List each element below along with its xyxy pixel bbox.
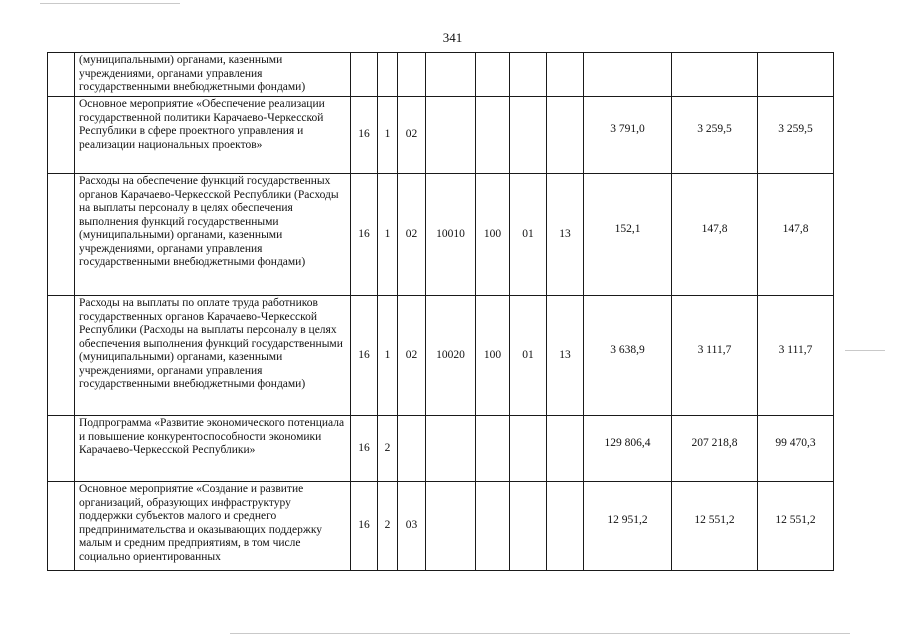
main-activity-code: 02: [398, 296, 426, 416]
scan-artifact-bottom: [230, 633, 850, 634]
amount-year-3: 147,8: [758, 174, 834, 296]
amount-year-1: 152,1: [584, 174, 672, 296]
main-activity-code: 02: [398, 174, 426, 296]
section-code: [510, 97, 547, 174]
subprogram-code: [378, 53, 398, 97]
amount-year-2: 3 259,5: [672, 97, 758, 174]
row-number-cell: [48, 53, 75, 97]
amount-year-1: 3 791,0: [584, 97, 672, 174]
budget-table: [47, 52, 834, 571]
expense-direction-code: 10020: [426, 296, 476, 416]
scan-artifact-right: [845, 350, 885, 351]
table-row: [48, 174, 834, 296]
expense-type-code: [476, 53, 510, 97]
amount-year-3: 12 551,2: [758, 482, 834, 571]
program-code: [351, 53, 378, 97]
amount-year-1: [584, 53, 672, 97]
amount-year-3: 3 259,5: [758, 97, 834, 174]
section-code: 01: [510, 174, 547, 296]
amount-year-2: [672, 53, 758, 97]
row-description: (муниципальными) органами, казенными учреждениями, органами управления государственными внебюджетными фондами): [75, 53, 351, 97]
section-code: [510, 482, 547, 571]
subsection-code: [547, 482, 584, 571]
main-activity-code: 03: [398, 482, 426, 571]
subprogram-code: 1: [378, 97, 398, 174]
main-activity-code: [398, 53, 426, 97]
amount-year-3: 3 111,7: [758, 296, 834, 416]
scan-artifact-top: [40, 3, 180, 4]
subprogram-code: 2: [378, 482, 398, 571]
row-number-cell: [48, 416, 75, 482]
main-activity-code: 02: [398, 97, 426, 174]
table-row: [48, 97, 834, 174]
expense-direction-code: 10010: [426, 174, 476, 296]
row-number-cell: [48, 97, 75, 174]
expense-direction-code: [426, 97, 476, 174]
main-activity-code: [398, 416, 426, 482]
amount-year-2: 147,8: [672, 174, 758, 296]
table-row: [48, 416, 834, 482]
amount-year-3: [758, 53, 834, 97]
row-description: Подпрограмма «Развитие экономического потенциала и повышение конкурентоспособности экономики Карачаево-Черкесской Республики»: [75, 416, 351, 482]
subprogram-code: 1: [378, 174, 398, 296]
row-number-cell: [48, 482, 75, 571]
expense-type-code: [476, 482, 510, 571]
page-number: 341: [442, 30, 463, 45]
amount-year-3: 99 470,3: [758, 416, 834, 482]
subsection-code: [547, 53, 584, 97]
section-code: 01: [510, 296, 547, 416]
subsection-code: 13: [547, 174, 584, 296]
expense-direction-code: [426, 482, 476, 571]
section-code: [510, 53, 547, 97]
program-code: 16: [351, 482, 378, 571]
amount-year-2: 207 218,8: [672, 416, 758, 482]
program-code: 16: [351, 296, 378, 416]
amount-year-1: 129 806,4: [584, 416, 672, 482]
subprogram-code: 1: [378, 296, 398, 416]
expense-direction-code: [426, 53, 476, 97]
amount-year-2: 3 111,7: [672, 296, 758, 416]
amount-year-1: 3 638,9: [584, 296, 672, 416]
amount-year-2: 12 551,2: [672, 482, 758, 571]
expense-type-code: 100: [476, 296, 510, 416]
section-code: [510, 416, 547, 482]
expense-type-code: [476, 416, 510, 482]
row-description: Расходы на выплаты по оплате труда работников государственных органов Карачаево-Черкесской Республики (Расходы на выплаты персоналу в целях обеспечения выполнения функций государственными (муниципальными) органами, казенными учреждениями, органами управления государственными внебюджетными фондами): [75, 296, 351, 416]
subsection-code: [547, 416, 584, 482]
row-number-cell: [48, 296, 75, 416]
row-number-cell: [48, 174, 75, 296]
expense-direction-code: [426, 416, 476, 482]
table-row: [48, 296, 834, 416]
row-description: Основное мероприятие «Обеспечение реализации государственной политики Карачаево-Черкесской Республики в сфере проектного управления и реализации национальных проектов»: [75, 97, 351, 174]
program-code: 16: [351, 174, 378, 296]
subsection-code: 13: [547, 296, 584, 416]
amount-year-1: 12 951,2: [584, 482, 672, 571]
table-row: [48, 482, 834, 571]
row-description: Расходы на обеспечение функций государственных органов Карачаево-Черкесской Республики (Расходы на выплаты персоналу в целях обеспечения выполнения функций государственными (муниципальными) органами, казенными учреждениями, органами управления государственными внебюджетными фондами): [75, 174, 351, 296]
row-description: Основное мероприятие «Создание и развитие организаций, образующих инфраструктуру поддержки субъектов малого и среднего предпринимательства и оказывающих поддержку малым и средним предприятиям, в том числе социально ориентированных: [75, 482, 351, 571]
subsection-code: [547, 97, 584, 174]
program-code: 16: [351, 97, 378, 174]
subprogram-code: 2: [378, 416, 398, 482]
expense-type-code: [476, 97, 510, 174]
expense-type-code: 100: [476, 174, 510, 296]
table-row: [48, 53, 834, 97]
program-code: 16: [351, 416, 378, 482]
